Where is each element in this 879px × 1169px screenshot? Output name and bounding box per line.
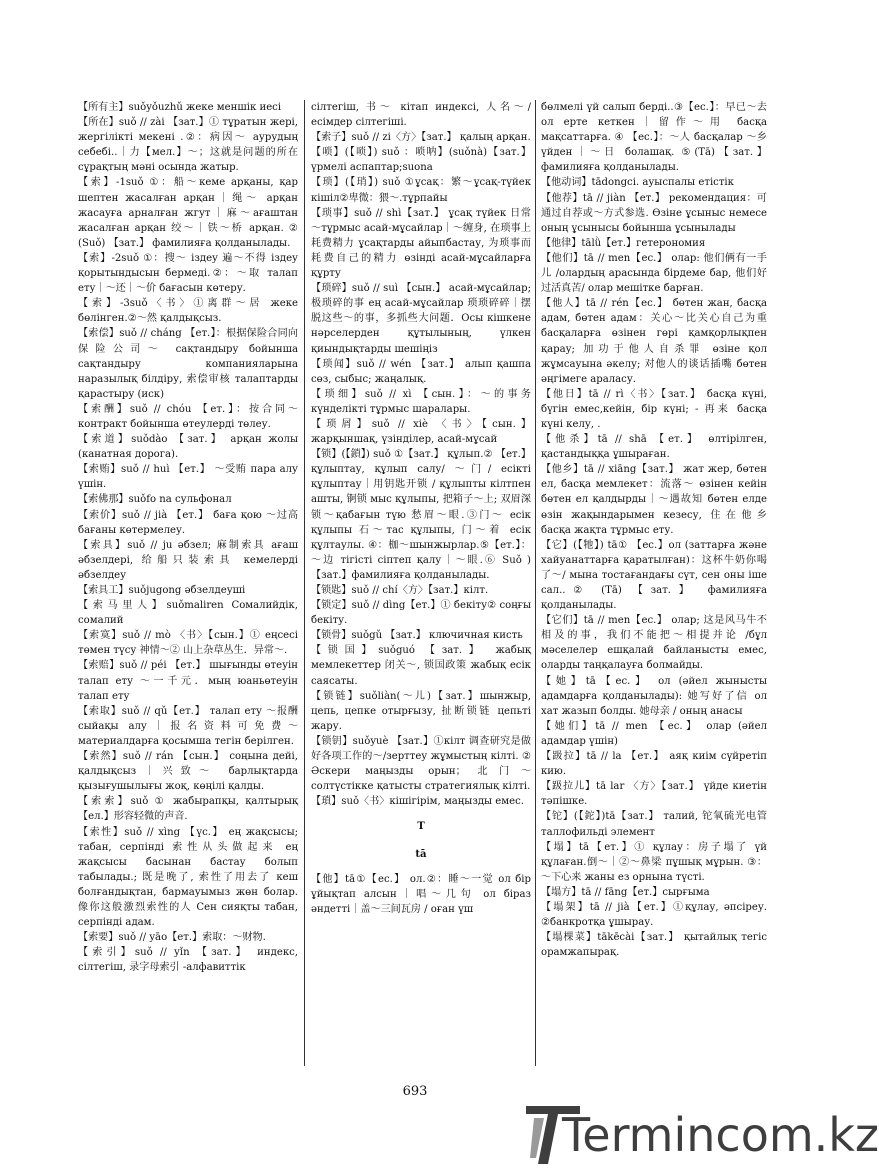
dictionary-entry: 【塌棵菜】tākēcài【зат.】 қытайлық тегіс орамжапырақ. (541, 932, 767, 959)
section-syllable-heading: tā (415, 848, 427, 860)
dictionary-entry: 【琐碎】suǒ // suì 【сын.】 асай-мұсайлар; 极琐碎的事 ең асай-мұсайлар 琐琐碎碎｜摆脱这些～的事，多抓些大问题．Осы кішкене нәрселерден құтылының, үлкен қиындықтарды шешіңіз (311, 283, 531, 355)
dictionary-entry: 【索价】suǒ // jià 【ет.】 баға қою ～过高 бағаны көтермелеу. (78, 509, 298, 536)
dictionary-entry: 【索偿】suǒ // cháng 【ет.】：根据保险合同向保险公司～ сақтандыру бойынша сақтандыру компанияларына наразылық білдіру, 索偿审核 талаптарды қарастыру (иск) (78, 328, 298, 400)
logo-text: Termincom.kz (562, 1108, 879, 1162)
dictionary-entry: 【锁国】suǒguó 【зат.】 жабық мемлекеттер 闭关～, 锁国政策 жабық есік саясаты. (311, 645, 531, 687)
dictionary-entry: 【他荐】tā // jiàn 【ет.】 рекомендация：可通过自荐或～方式参选. Өзіне ұсыныс немесе оның ұсынысы бойынша ұсынылады (541, 192, 767, 234)
dictionary-entry: 【索】-3suǒ〈书〉①离群～居 жеке бөлінген.②～然 қалдықсыз. (78, 298, 298, 325)
dictionary-entry: 【索】-1suǒ ①：船～кеме арқаны, қар шептен жасалған арқан｜绳～ арқан жасауға арналған жгут｜麻～ағаштан жасалған арқан 绞～｜铁～桥 арқан. ② (Suǒ) 【зат.】 фамилияға қолданылады. (78, 177, 298, 249)
dictionary-entry: 【索然】suǒ // rán 【сын.】 соңына дейі, қалдықсыз｜兴致～ барлықтарда қызығушылығы жоқ, көңілі қалды. (78, 751, 298, 793)
column-divider-right (535, 100, 536, 1066)
dictionary-entry: бөлмелі үй салып берді..③【ес.】：早已～去 ол ерте кеткен｜留作～用 басқа мақсаттарға. ④ 【ес.】：～人 басқалар ～乡 үйден｜～日 болашақ. ⑤(Tā)【зат.】фамилияға қолданылады. (541, 102, 767, 174)
dictionary-entry: 【瑣】suǒ〈书〉кішігірім, маңызды емес. (311, 796, 524, 808)
dictionary-entry: 【锁匙】suǒ // chí〈方〉【зат.】кілт. (311, 585, 489, 596)
dictionary-entry: 【锁链】suǒliàn(～儿)【зат.】шынжыр, цепь, цепке отырғызу, 扯断锁链 цепьті жару. (311, 690, 531, 732)
dictionary-entry: 【索具工】suǒjugong әбзелдеуші (78, 585, 246, 596)
dictionary-entry: 【琐闻】suǒ // wén 【зат.】 алып қашпа сөз, сыбыс; жаңалық. (311, 358, 531, 385)
dictionary-entry: 【他律】tālǜ【ет.】гетерономия (541, 237, 706, 249)
section-letter-heading: T (417, 821, 425, 833)
dictionary-entry: 【塌架】tā // jià【ет.】①құлау, әпсіреу. ②банкротқа ұшырау. (541, 901, 767, 929)
dictionary-entry: 【锁定】suǒ // dìng【ет.】① бекіту② соңғы бекіту. (311, 600, 531, 627)
dictionary-entry: 【索子】suǒ // zi〈方〉【зат.】 қалың арқан. (311, 132, 531, 144)
dictionary-entry: 【索酬】suǒ // chóu 【ет.】：按合同～ контракт бойынша өтеулерді төлеу. (78, 403, 298, 430)
dictionary-entry: 【索引】suǒ // yǐn 【зат.】 индекс, сілтегіш, 录字母索引 -алфавиттік (78, 947, 298, 974)
dictionary-entry: 【他们】tā // men【ес.】 олар: 他们俩有一手儿 /олардың арасында бірдеме бар, 他们好过活真苦/ олар мешітке барған. (541, 252, 767, 295)
dictionary-entry: 【索道】suǒdào 【зат.】 арқан жолы (канатная дорога). (78, 434, 298, 461)
dictionary-entry: 【索】-2suǒ ①：搜～ іздеу 遍～不得 іздеу қорытындысын бермеді.②：～取 талап ету｜～还｜～价 бағасын көтеру. (78, 252, 298, 295)
dictionary-entry: 【塌】tā【ет.】① құлау：房子塌了 үй құлаған.倒～｜②～鼻梁 пұшық мұрын. ③：～下心来 жаны ез орнына түсті. (541, 841, 767, 883)
dictionary-entry: 【他人】tā // rén【ес.】 бөтен жан, басқа адам, бөтен адам：关心～比关心自己为重 басқаларға өзінен гөрі қамқорлықпен қарау; 加功于他人自杀罪 өзіне қол жұмсауына әкелу; 对他人的谈话插嘴 бөтен әңгімеге араласу. (541, 298, 767, 385)
dictionary-entry: 【铊】(【鉈】)tā【зат.】 талий, 铊氧硫光电管 таллофильді элемент (541, 811, 767, 838)
dictionary-entry: 【它】(【牠】) tā① 【ес.】ол (заттарға және хайуанаттарға қаратылған)：这杯牛奶你喝了～/ мына тостағандағы сүт, сен оны іше сал..② (Tā) 【зат.】 фамилияға қолданылады. (541, 539, 767, 612)
dictionary-entry: 【所在】suǒ // zài 【зат.】① тұратын жері, жергілікті мекені .②：病因～ аурудың себебі..｜力【мел.】～；这就是问题的所在 сұрақтың мәні осында жатыр. (78, 117, 298, 174)
dictionary-entry: 【索赔】suǒ // péi 【ет.】 шығынды өтеуін талап ету ～一千元．мың юаньөтеуін талап ету (78, 660, 298, 702)
dictionary-entry: 【她】tā【ес.】 ол (әйел жынысты адамдарға қолданылады): 她写好了信 ол хат жазып болды. 她母亲 / оның анасы (541, 675, 767, 717)
column-right (541, 100, 767, 1070)
dictionary-entry: 【他】tā①【ес.】 ол.②：睡～一觉 ол бір ұйықтап алсын｜唱～几句 ол біраз әндетті｜盖～三间瓦房 / оған үш (311, 873, 531, 915)
dictionary-entry: 【所有主】suǒyǒuzhǔ жеке меншік иесі (78, 102, 282, 113)
column-middle (311, 100, 531, 1070)
dictionary-entry: 【锁钥】suǒyuè 【зат.】①кілт 调查研究是做好各项工作的～/зерттеу жұмыстың кілті. ② Әскери маңызды орын；北门～солтүстікке қатысты стратегиялық кілті. (311, 735, 531, 793)
dictionary-entry: 【索佛那】suǒfo na сульфонал (78, 494, 232, 506)
dictionary-entry: 【索寞】suǒ // mò 〈书〉【сын.】① еңсесі төмен түсу 神情～② 山上杂草丛生．异常～. (78, 630, 298, 657)
dictionary-entry: 【索要】suǒ // yāo【ет.】索取：～财物. (78, 932, 266, 944)
site-logo (524, 1102, 879, 1166)
dictionary-entry: 【索取】suǒ // qǔ【ет.】 талап ету ～报酬 сыйақы алу｜报名资料可免费～ материалдарға қосымша тегін берілген. (78, 705, 298, 747)
dictionary-entry: 【她们】tā // men 【ес.】 олар (әйел адамдар үшін) (541, 720, 767, 747)
dictionary-entry: 【琐】(【琑】) suǒ ①ұсақ：繁～ұсақ-түйек кішіл②卑微：猥～.тұрпайы (311, 177, 531, 204)
dictionary-entry: 【唢】(【唢】) suǒ ：唢呐】(suǒnà)【зат.】үрмелі аспаптар;suona (311, 147, 531, 174)
dictionary-entry: 【索贿】suǒ // huì 【ет.】 ～受贿 пара алу үшін. (78, 464, 298, 491)
dictionary-entry: 【他乡】tā // xiāng【зат.】 жат жер, бөтен ел, басқа мемлекет：流落～ өзінен кейін бөтен ел қалдырды｜～遇故知 бөтен елде өзін жақындарымен кезесу, 住在他乡 басқа жақта тұрмыс ету. (541, 464, 767, 536)
page-number: 693 (402, 1084, 428, 1099)
dictionary-entry: сілтегіш, 书～ кітап индексі, 人名～/ есімдер сілтегіші. (311, 102, 531, 129)
dictionary-entry: 【他日】tā // rì〈书〉【зат.】 басқа күні, бүгін емес,кейін, бір күні; - 再来 басқа күні келу, . (541, 388, 767, 430)
dictionary-entry: 【趿拉儿】tā lar 〈方〉【зат.】 үйде киетін тәпішке. (541, 781, 767, 808)
dictionary-entry: 【索性】suǒ // xìng 【үс.】 ең жақсысы; табан, серпінді 索性从头做起来 ең жақсысы басынан бастау болып табылады.; 既是晚了, 索性了用去了 кеш болғандықтан, бармауымыз жөн болар. 像你这般激烈索性的人 Сен сияқты табан, серпінді адам. (78, 826, 298, 929)
dictionary-entry: 【琐事】suǒ // shì【зат.】 ұсақ түйек 日常～тұрмыс асай-мұсайлар｜～缠身, 在琐事上耗费精力 ұсақтарды айыпбастау, 为琐事而耗费自己的精力 өзінді асай-мұсайларға құрту (311, 207, 531, 280)
dictionary-entry: 【他杀】tā // shā 【ет.】 өлтірілген, қастандыққа ұшыраған. (541, 434, 767, 461)
column-left (78, 100, 298, 1070)
dictionary-entry: 【索索】suǒ ① жабырапқы, қалтырық【ел.】形容轻微的声音. (78, 796, 298, 823)
column-divider-left (304, 100, 305, 1066)
dictionary-entry: 【他动词】tādongci. ауыспалы етістік (541, 177, 734, 189)
dictionary-entry: 【锁骨】suǒgǔ 【зат.】 ключичная кисть (311, 630, 523, 642)
dictionary-entry: 【塌方】tā // fāng【ет.】сырғыма (541, 886, 710, 898)
dictionary-entry: 【索马里人】suǒmaliren Сомалийдік, сомалий (78, 600, 298, 627)
dictionary-entry: 【趿拉】tā // la 【ет.】 аяқ киім сүйретіп кию. (541, 751, 767, 778)
dictionary-entry: 【锁】(【鎖】) suǒ ①【зат.】 құлып.② 【ет.】 құлыптау, құлып салу/ ～门/ есікті құлыптау｜用钥匙开锁 / құлыпты кілтпен ашты, 锕锁 мыс құлыпы, 把箱子～上; 双眉深锁～қабағын түю 愁眉～眼.③门～ есік құлыпы 石～тас құлыпы, 门～着 есік құлтаулы. ④：枷～шынжырлар.⑤【ет.】：～边 тігісті сіптеп қалу｜～眼.⑥ Suǒ )【зат.】фамилияға қолданылады. (311, 449, 531, 581)
dictionary-entry: 【索具】suǒ // ju әбзел; 麻制索具 ағаш әбзелдері, 给船只装索具 кемелерді әбзелдеу (78, 539, 298, 581)
dictionary-entry: 【它们】tā // men【ес.】 олар; 这是风马牛不相及的事，我们不能把～相提并论 /бұл мәселелер ешқалай байланысты емес, оларды таңқалауға болмайды. (541, 615, 767, 672)
dictionary-entry: 【琐细】suǒ // xì 【сын.】：～的事务 күнделікті тұрмыс шаралары. (311, 388, 531, 415)
dictionary-entry: 【琐屑】suǒ // xiè 〈书〉【сын.】 жарқыншақ, үзінділер, асай-мұсай (311, 418, 531, 446)
